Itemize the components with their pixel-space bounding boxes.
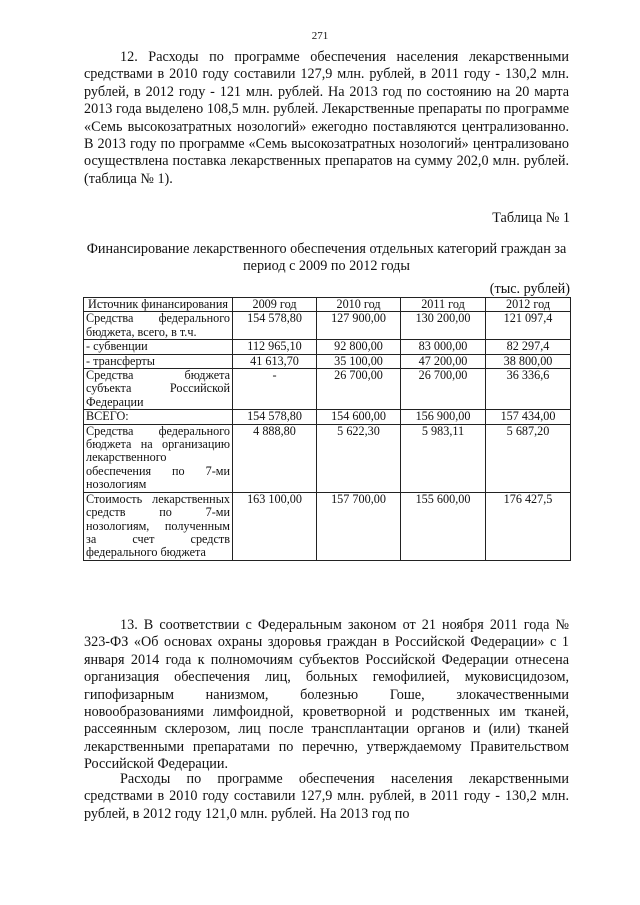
column-header-2012: 2012 год bbox=[486, 298, 571, 312]
table-row bbox=[84, 369, 571, 410]
table-cell-value: 176 427,5 bbox=[486, 492, 571, 560]
table-cell-source: ВСЕГО: bbox=[84, 410, 233, 424]
table-cell-value: 35 100,00 bbox=[317, 354, 401, 368]
table-row bbox=[84, 354, 571, 368]
table-header-row bbox=[84, 298, 571, 312]
table-row bbox=[84, 340, 571, 354]
table-cell-source: Средства федерального бюджета на организацию лекарственного обеспечения по 7-ми нозологиям bbox=[84, 424, 233, 492]
table-cell-value: 38 800,00 bbox=[486, 354, 571, 368]
column-header-2010: 2010 год bbox=[317, 298, 401, 312]
table-cell-value: - bbox=[233, 369, 317, 410]
table-cell-value: 5 983,11 bbox=[401, 424, 486, 492]
table-cell-value: 163 100,00 bbox=[233, 492, 317, 560]
table-cell-value: 130 200,00 bbox=[401, 312, 486, 340]
paragraph-13: 13. В соответствии с Федеральным законом от 21 ноября 2011 года № 323-ФЗ «Об основах охраны здоровья граждан в Российской Федерации» с 1 января 2014 года к полномочиям субъектов Российской Федерации отнесена организация обеспечения лиц, больных гемофилией, муковисцидозом, гипофизарным нанизмом, болезнью Гоше, злокачественными новообразованиями лимфоидной, кроветворной и родственных им тканей, рассеянным склерозом, лиц после трансплантации органов и (или) тканей лекарственными препаратами по перечню, утверждаемому Правительством Российской Федерации. bbox=[84, 617, 569, 773]
table-cell-value: 157 434,00 bbox=[486, 410, 571, 424]
table-cell-value: 5 622,30 bbox=[317, 424, 401, 492]
table-cell-source: Средства федерального бюджета, всего, в т.ч. bbox=[84, 312, 233, 340]
column-header-2009: 2009 год bbox=[233, 298, 317, 312]
table-row bbox=[84, 410, 571, 424]
table-label: Таблица № 1 bbox=[492, 210, 570, 226]
table-cell-source: - трансферты bbox=[84, 354, 233, 368]
table-cell-value: 26 700,00 bbox=[317, 369, 401, 410]
table-cell-value: 112 965,10 bbox=[233, 340, 317, 354]
paragraph-14: Расходы по программе обеспечения населения лекарственными средствами в 2010 году составили 127,9 млн. рублей, в 2011 году - 130,2 млн. рублей, в 2012 году 121,0 млн. рублей. На 2013 год по bbox=[84, 771, 569, 822]
table-cell-value: 36 336,6 bbox=[486, 369, 571, 410]
table-cell-value: 83 000,00 bbox=[401, 340, 486, 354]
table-cell-value: 156 900,00 bbox=[401, 410, 486, 424]
table-cell-source: - субвенции bbox=[84, 340, 233, 354]
table-cell-value: 4 888,80 bbox=[233, 424, 317, 492]
table-cell-source: Стоимость лекарственных средств по 7-ми нозологиям, полученным за счет средств федерального бюджета bbox=[84, 492, 233, 560]
table-cell-value: 41 613,70 bbox=[233, 354, 317, 368]
table-unit: (тыс. рублей) bbox=[489, 281, 570, 297]
table-cell-value: 157 700,00 bbox=[317, 492, 401, 560]
table-cell-value: 155 600,00 bbox=[401, 492, 486, 560]
table-cell-value: 127 900,00 bbox=[317, 312, 401, 340]
table-cell-value: 26 700,00 bbox=[401, 369, 486, 410]
column-header-source: Источник финансирования bbox=[84, 298, 233, 312]
paragraph-12: 12. Расходы по программе обеспечения населения лекарственными средствами в 2010 году составили 127,9 млн. рублей, в 2011 году - 130,2 млн. рублей, в 2012 году - 121 млн. рублей. На 2013 год по состоянию на 20 марта 2013 года выделено 108,5 млн. рублей. Лекарственные препараты по программе «Семь высокозатратных нозологий» ежегодно поставляются централизованно. В 2013 году по программе «Семь высокозатратных нозологий» централизовано осуществлена поставка лекарственных препаратов на сумму 202,0 млн. рублей. (таблица № 1). bbox=[84, 49, 569, 187]
column-header-2011: 2011 год bbox=[401, 298, 486, 312]
table-cell-value: 82 297,4 bbox=[486, 340, 571, 354]
table-cell-value: 154 578,80 bbox=[233, 410, 317, 424]
table-cell-value: 5 687,20 bbox=[486, 424, 571, 492]
table-row bbox=[84, 492, 571, 560]
financing-table bbox=[83, 297, 571, 561]
page-number: 271 bbox=[311, 30, 329, 42]
table-cell-value: 154 600,00 bbox=[317, 410, 401, 424]
table-cell-value: 47 200,00 bbox=[401, 354, 486, 368]
table-cell-source: Средства бюджета субъекта Российской Федерации bbox=[84, 369, 233, 410]
table-row bbox=[84, 424, 571, 492]
table-title: Финансирование лекарственного обеспечения отдельных категорий граждан за период с 2009 по 2012 годы bbox=[86, 241, 567, 275]
table-cell-value: 92 800,00 bbox=[317, 340, 401, 354]
table-cell-value: 154 578,80 bbox=[233, 312, 317, 340]
table-cell-value: 121 097,4 bbox=[486, 312, 571, 340]
table-row bbox=[84, 312, 571, 340]
